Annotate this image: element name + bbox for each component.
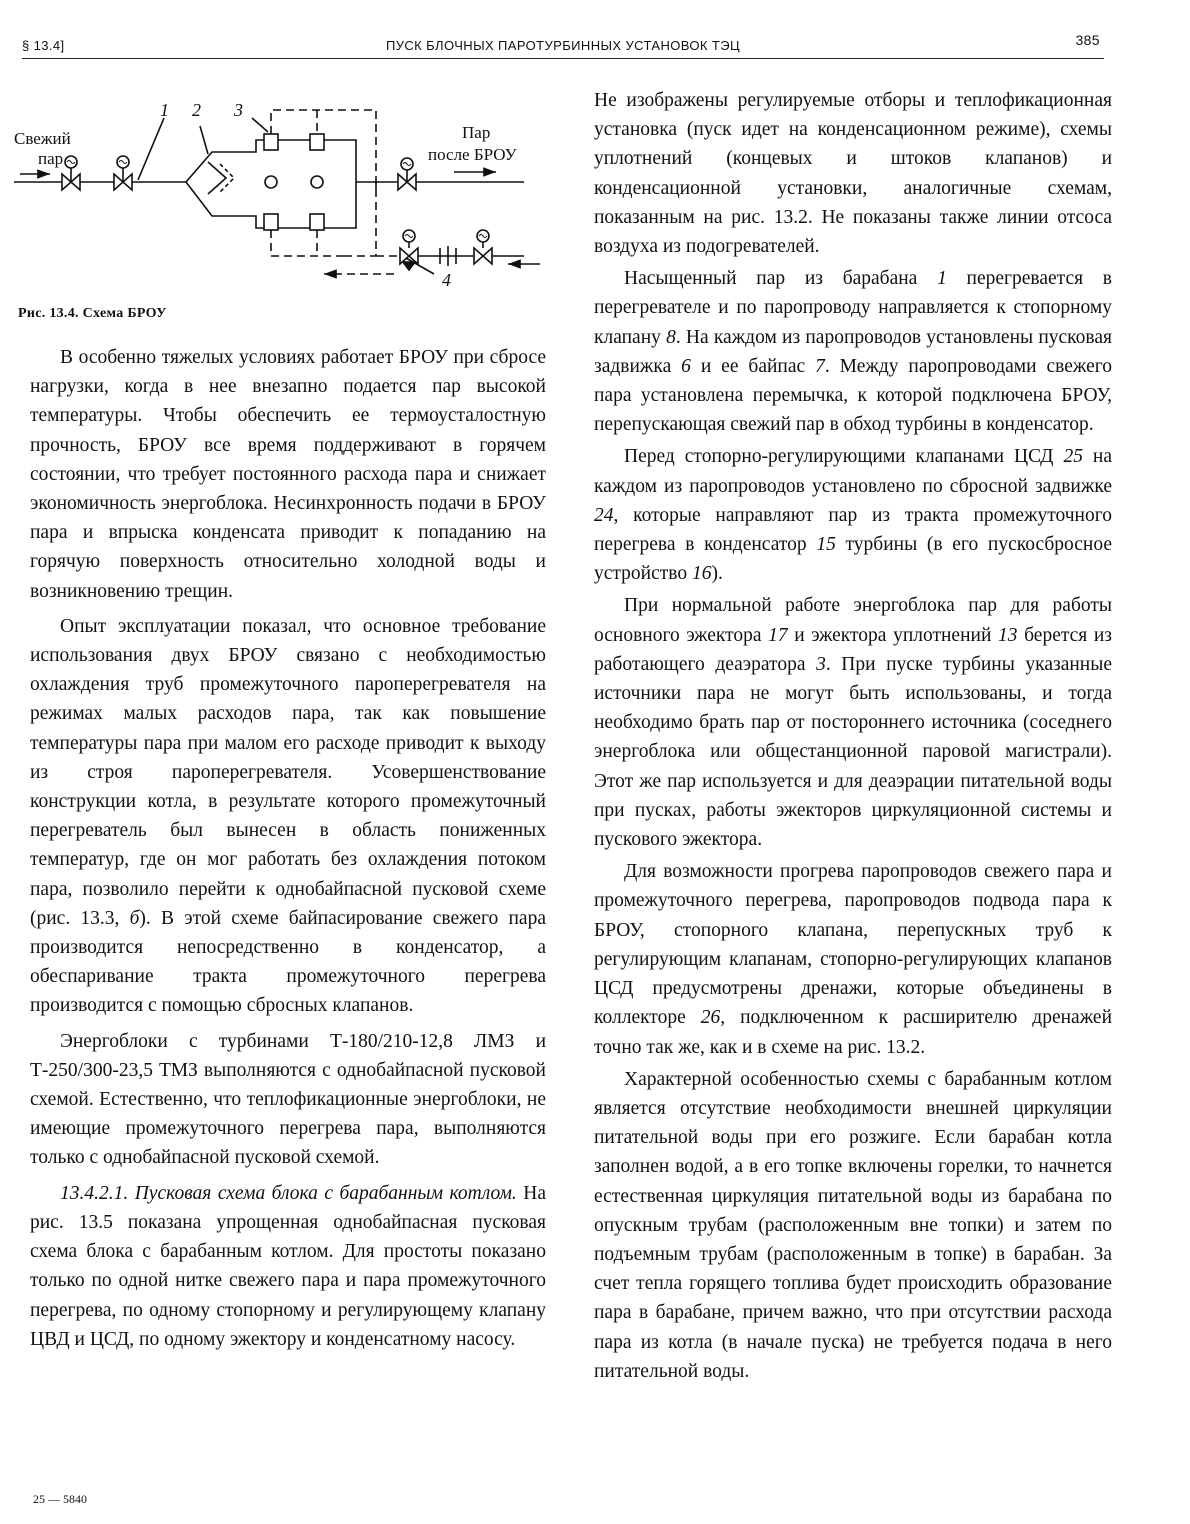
label-fresh-steam: Свежий [14,129,71,148]
port [265,176,277,188]
paragraph: Насыщенный пар из барабана 1 перегревается в перегревателе и по паропроводу направляется к стопорному клапану 8. На каждом из паропроводов установлены пусковая задвижка 6 и ее байпас 7. Между паропроводами свежего пара установлена перемычка, к которой подключена БРОУ, перепускающая свежий пар в обход турбины в конденсатор. [594,268,1113,436]
injector [264,134,278,150]
port [311,176,323,188]
section-number: § 13.4] [22,38,65,53]
page-number: 385 [1075,32,1100,48]
paragraph: Опыт эксплуатации показал, что основное требование использования двух БРОУ связано с необходимостью охлаждения труб промежуточного пароперегревателя на режимах малых расходов пара, так как повышение температуры пара при малом его расходе приводит к выходу из строя пароперегревателя. Усовершенствование конструкции котла, в результате которого промежуточный перегреватель был вынесен в область пониженных температур, где он мог работать без охлаждения потоком пара, позволило перейти к однобайпасной пусковой схеме (рис. 13.3, б). В этой схеме байпасирование свежего пара производится непосредственно в конденсатор, а обеспаривание тракта промежуточного перегрева производится с помощью сбросных клапанов. [30,615,546,1017]
paragraph: Не изображены регулируемые отборы и теплофикационная установка (пуск идет на конденсационном режиме), схемы уплотнений (концевых и штоков клапанов) и конденсационной установки, аналогичные схемам, показанным на рис. 13.2. Не показаны также линии отсоса воздуха из подогревателей. [594,90,1112,258]
injector [310,214,324,230]
brou-schematic [14,96,546,294]
label-steam-after: после БРОУ [428,145,517,164]
running-header [22,30,1104,59]
right-column [594,86,1112,1389]
left-column [30,343,546,1360]
marker-4: 4 [442,270,451,290]
marker-2: 2 [192,100,201,120]
paragraph: Перед стопорно-регулирующими клапанами ЦСД 25 на каждом из паропроводов установлено по сбросной задвижке 24, которые направляют пар из тракта промежуточного перегрева в конденсатор 15 турбины (в его пускосбросное устройство 16). [594,446,1112,585]
running-title: ПУСК БЛОЧНЫХ ПАРОТУРБИННЫХ УСТАНОВОК ТЭЦ [385,38,741,53]
marker-3: 3 [234,100,243,120]
injector [310,134,324,150]
paragraph: В особенно тяжелых условиях работает БРОУ при сбросе нагрузки, когда в нее внезапно подается пар высокой температуры. Чтобы обеспечить ее термоусталостную прочность, БРОУ все время поддерживают в горячем состоянии, что требует постоянного расхода пара и снижает экономичность энергоблока. Несинхронность подачи в БРОУ пара и впрыска конденсата приводит к попаданию на горячую поверхность относительно холодной воды и возникновению трещин. [30,347,546,602]
figure-caption: Рис. 13.4. Схема БРОУ [18,306,167,321]
label-steam-after: Пар [462,123,491,142]
check-valve [474,248,492,264]
paragraph: Для возможности прогрева паропроводов свежего пара и промежуточного перегрева, паропроводов подвода пара к БРОУ, стопорного клапана, перепускных труб к регулирующим клапанам, стопорно-регулирующих клапанов ЦСД предусмотрены дренажи, которые объединены в коллекторе 26, подключенном к расширителю дренажей точно так же, как и в схеме на рис. 13.2. [594,861,1113,1058]
injector [264,214,278,230]
label-fresh-steam: пар [38,149,64,168]
paragraph: При нормальной работе энергоблока пар для работы основного эжектора 17 и эжектора уплотнений 13 берется из работающего деаэратора 3. При пуске турбины указанные источники пара не могут быть использованы, и тогда необходимо брать пар от постороннего источника (соседнего энергоблока или общестанционной паровой магистрали). Этот же пар используется и для деаэрации питательной воды при пусках, работы эжекторов циркуляционной системы и пускового эжектора. [594,595,1112,851]
paragraph: 13.4.2.1. Пусковая схема блока с барабанным котлом. На рис. 13.5 показана упрощенная однобайпасная пусковая схема блока с барабанным котлом. Для простоты показано только по одной нитке свежего пара и пара промежуточного перегрева, по одному стопорному и регулирующему клапану ЦВД и ЦСД, по одному эжектору и конденсатному насосу. [30,1182,546,1350]
paragraph: Энергоблоки с турбинами Т-180/210-12,8 ЛМЗ и Т-250/300-23,5 ТМЗ выполняются с однобайпасной пусковой схемой. Естественно, что теплофикационные энергоблоки, не имеющие промежуточного перегрева пара, выполняются только с однобайпасной пусковой схемой. [30,1030,546,1169]
paragraph: Характерной особенностью схемы с барабанным котлом является отсутствие необходимости внешней циркуляции питательной воды при его розжиге. Если барабан котла заполнен водой, а в его топке включены горелки, то начнется естественная циркуляция питательной воды из барабана по опускным трубам (расположенным вне топки) и затем по подъемным трубам (расположенным в топке) в барабан. За счет тепла горящего топлива будет происходить образование пара в барабане, причем важно, что при отсутствии расхода пара из котла (в начале пуска) не требуется подача в него питательной воды. [594,1068,1112,1382]
subsection-heading: 13.4.2.1. Пусковая схема блока с барабанным котлом. [60,1182,517,1204]
marker-1: 1 [160,100,169,120]
printer-signature: 25 — 5840 [33,1492,87,1506]
